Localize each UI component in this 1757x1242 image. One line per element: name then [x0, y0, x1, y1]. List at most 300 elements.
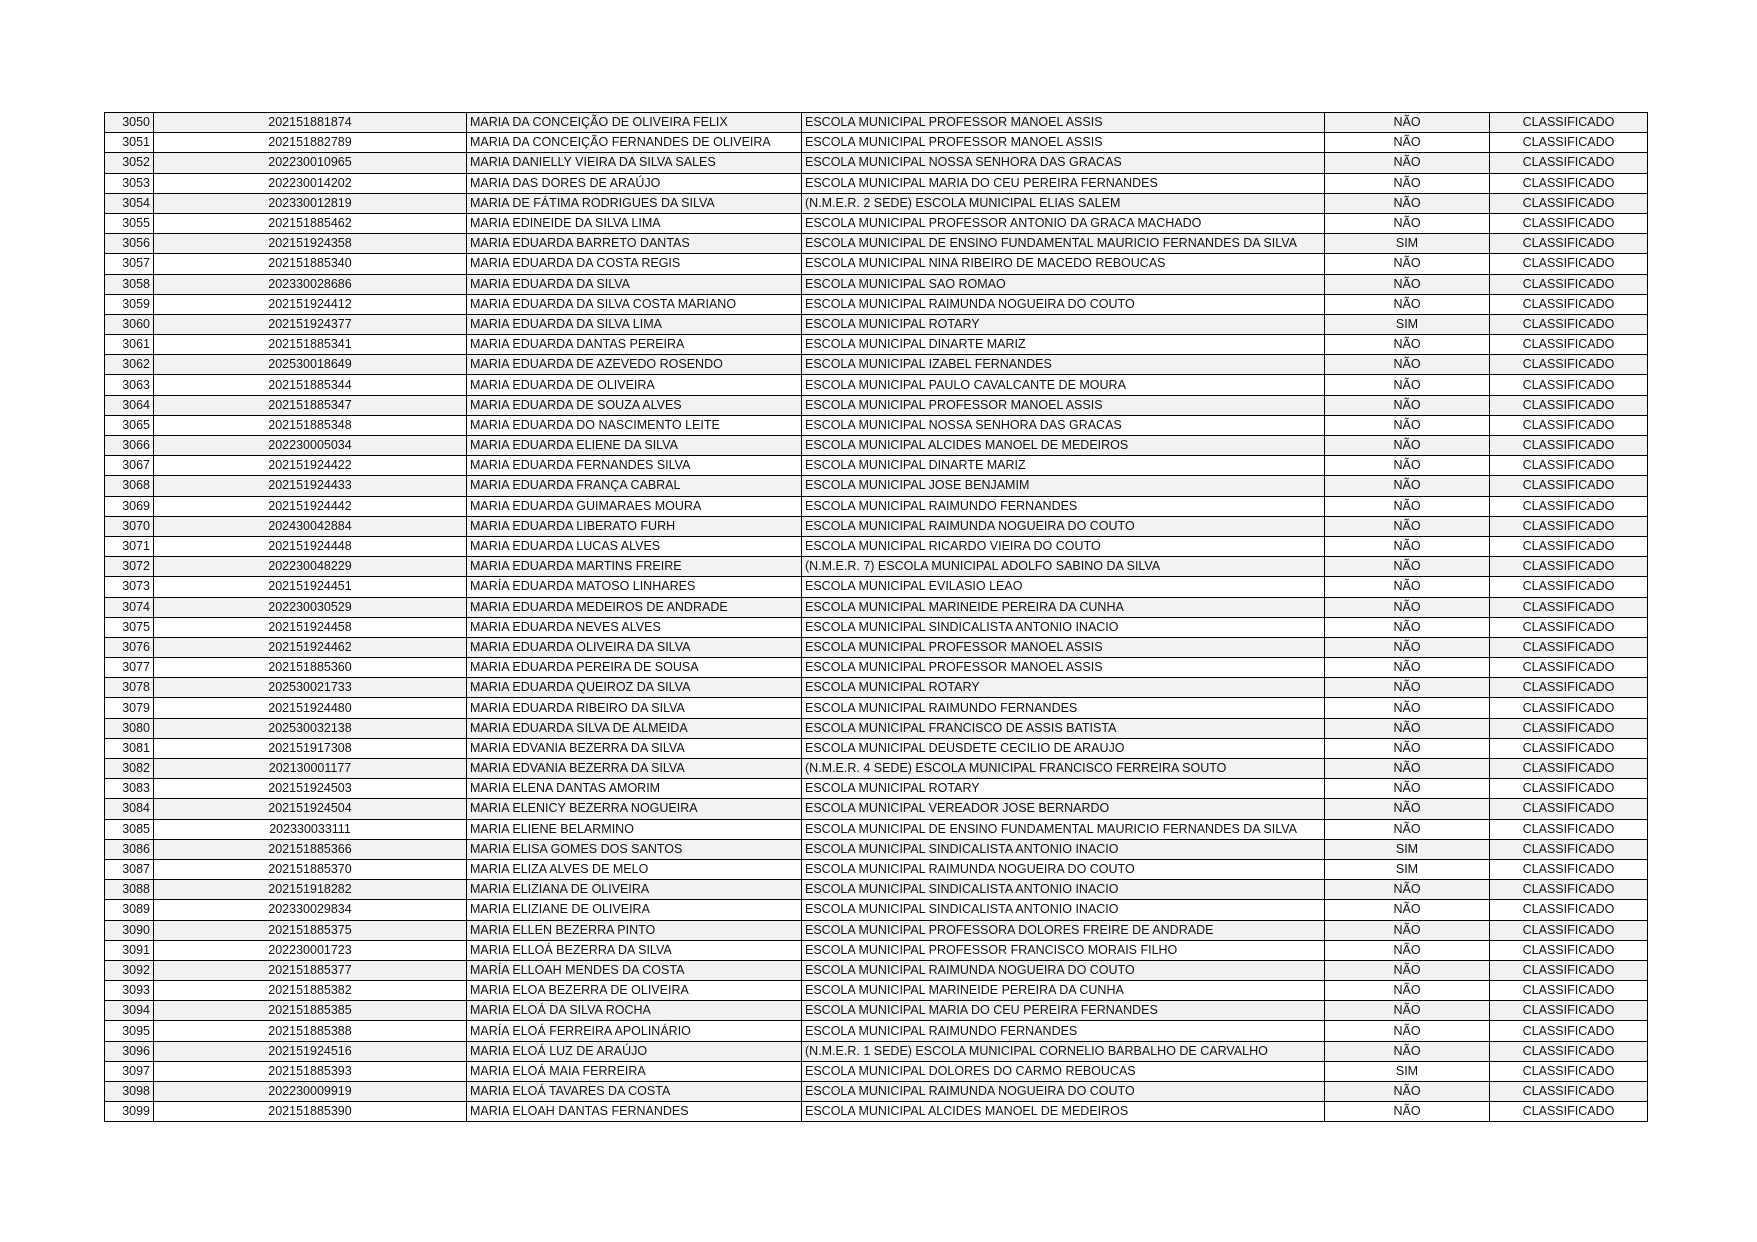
table-row	[105, 113, 1648, 133]
candidate-name-cell: MARIA EDUARDA ELIENE DA SILVA	[467, 436, 802, 456]
row-number-cell: 3064	[105, 395, 154, 415]
school-name-cell: ESCOLA MUNICIPAL NINA RIBEIRO DE MACEDO REBOUCAS	[802, 254, 1325, 274]
school-name-cell: ESCOLA MUNICIPAL PROFESSOR ANTONIO DA GRACA MACHADO	[802, 213, 1325, 233]
candidate-name-cell: MARIA ELIZA ALVES DE MELO	[467, 859, 802, 879]
registration-id-cell: 202151924503	[154, 779, 467, 799]
registration-id-cell: 202151924462	[154, 637, 467, 657]
table-row	[105, 698, 1648, 718]
flag-cell: NÃO	[1325, 173, 1490, 193]
school-name-cell: ESCOLA MUNICIPAL ROTARY	[802, 779, 1325, 799]
flag-cell: NÃO	[1325, 678, 1490, 698]
flag-cell: NÃO	[1325, 1021, 1490, 1041]
flag-cell: NÃO	[1325, 355, 1490, 375]
table-row	[105, 981, 1648, 1001]
row-number-cell: 3067	[105, 456, 154, 476]
school-name-cell: ESCOLA MUNICIPAL EVILASIO LEAO	[802, 577, 1325, 597]
status-cell: CLASSIFICADO	[1490, 274, 1648, 294]
table-row	[105, 940, 1648, 960]
registration-id-cell: 202151885385	[154, 1001, 467, 1021]
status-cell: CLASSIFICADO	[1490, 981, 1648, 1001]
table-row	[105, 234, 1648, 254]
row-number-cell: 3072	[105, 557, 154, 577]
flag-cell: SIM	[1325, 839, 1490, 859]
registration-id-cell: 202151885390	[154, 1102, 467, 1122]
school-name-cell: ESCOLA MUNICIPAL JOSE BENJAMIM	[802, 476, 1325, 496]
status-cell: CLASSIFICADO	[1490, 395, 1648, 415]
school-name-cell: ESCOLA MUNICIPAL DOLORES DO CARMO REBOUCAS	[802, 1061, 1325, 1081]
table-row	[105, 920, 1648, 940]
candidate-name-cell: MARIA DE FÁTIMA RODRIGUES DA SILVA	[467, 193, 802, 213]
status-cell: CLASSIFICADO	[1490, 476, 1648, 496]
registration-id-cell: 202151924433	[154, 476, 467, 496]
row-number-cell: 3053	[105, 173, 154, 193]
status-cell: CLASSIFICADO	[1490, 213, 1648, 233]
row-number-cell: 3062	[105, 355, 154, 375]
row-number-cell: 3080	[105, 718, 154, 738]
status-cell: CLASSIFICADO	[1490, 193, 1648, 213]
flag-cell: NÃO	[1325, 294, 1490, 314]
candidate-name-cell: MARIA DA CONCEIÇÃO DE OLIVEIRA FELIX	[467, 113, 802, 133]
candidate-name-cell: MARIA DA CONCEIÇÃO FERNANDES DE OLIVEIRA	[467, 133, 802, 153]
table-row	[105, 738, 1648, 758]
table-row	[105, 1041, 1648, 1061]
table-row	[105, 456, 1648, 476]
candidate-name-cell: MARIA EDUARDA DO NASCIMENTO LEITE	[467, 415, 802, 435]
candidate-name-cell: MARIA EDUARDA DA SILVA	[467, 274, 802, 294]
candidate-name-cell: MARIA EDINEIDE DA SILVA LIMA	[467, 213, 802, 233]
school-name-cell: ESCOLA MUNICIPAL DINARTE MARIZ	[802, 456, 1325, 476]
row-number-cell: 3096	[105, 1041, 154, 1061]
status-cell: CLASSIFICADO	[1490, 839, 1648, 859]
school-name-cell: ESCOLA MUNICIPAL PAULO CAVALCANTE DE MOURA	[802, 375, 1325, 395]
registration-id-cell: 202151924448	[154, 536, 467, 556]
registration-id-cell: 202230009919	[154, 1082, 467, 1102]
school-name-cell: ESCOLA MUNICIPAL RAIMUNDO FERNANDES	[802, 1021, 1325, 1041]
registration-id-cell: 202151924442	[154, 496, 467, 516]
table-row	[105, 1061, 1648, 1081]
candidate-name-cell: MARIA EDUARDA DA COSTA REGIS	[467, 254, 802, 274]
school-name-cell: ESCOLA MUNICIPAL RAIMUNDA NOGUEIRA DO COUTO	[802, 1082, 1325, 1102]
registration-id-cell: 202151885347	[154, 395, 467, 415]
row-number-cell: 3061	[105, 335, 154, 355]
status-cell: CLASSIFICADO	[1490, 335, 1648, 355]
row-number-cell: 3081	[105, 738, 154, 758]
school-name-cell: ESCOLA MUNICIPAL RAIMUNDO FERNANDES	[802, 698, 1325, 718]
table-row	[105, 617, 1648, 637]
flag-cell: NÃO	[1325, 637, 1490, 657]
row-number-cell: 3086	[105, 839, 154, 859]
flag-cell: NÃO	[1325, 557, 1490, 577]
school-name-cell: ESCOLA MUNICIPAL DINARTE MARIZ	[802, 335, 1325, 355]
school-name-cell: ESCOLA MUNICIPAL ROTARY	[802, 678, 1325, 698]
school-name-cell: ESCOLA MUNICIPAL PROFESSOR FRANCISCO MORAIS FILHO	[802, 940, 1325, 960]
candidate-name-cell: MARIA DAS DORES DE ARAÚJO	[467, 173, 802, 193]
school-name-cell: ESCOLA MUNICIPAL RAIMUNDA NOGUEIRA DO COUTO	[802, 859, 1325, 879]
table-row	[105, 960, 1648, 980]
candidate-name-cell: MARIA ELOÁ LUZ DE ARAÚJO	[467, 1041, 802, 1061]
flag-cell: NÃO	[1325, 658, 1490, 678]
row-number-cell: 3057	[105, 254, 154, 274]
school-name-cell: ESCOLA MUNICIPAL MARINEIDE PEREIRA DA CUNHA	[802, 597, 1325, 617]
status-cell: CLASSIFICADO	[1490, 759, 1648, 779]
registration-id-cell: 202151885341	[154, 335, 467, 355]
status-cell: CLASSIFICADO	[1490, 516, 1648, 536]
school-name-cell: ESCOLA MUNICIPAL PROFESSOR MANOEL ASSIS	[802, 637, 1325, 657]
flag-cell: NÃO	[1325, 1082, 1490, 1102]
candidate-name-cell: MARIA EDVANIA BEZERRA DA SILVA	[467, 759, 802, 779]
row-number-cell: 3087	[105, 859, 154, 879]
table-row	[105, 335, 1648, 355]
school-name-cell: ESCOLA MUNICIPAL RAIMUNDO FERNANDES	[802, 496, 1325, 516]
status-cell: CLASSIFICADO	[1490, 900, 1648, 920]
flag-cell: NÃO	[1325, 1041, 1490, 1061]
table-row	[105, 839, 1648, 859]
table-row	[105, 557, 1648, 577]
status-cell: CLASSIFICADO	[1490, 960, 1648, 980]
flag-cell: NÃO	[1325, 819, 1490, 839]
status-cell: CLASSIFICADO	[1490, 1061, 1648, 1081]
registration-id-cell: 202151924458	[154, 617, 467, 637]
registration-id-cell: 202151885360	[154, 658, 467, 678]
table-row	[105, 859, 1648, 879]
status-cell: CLASSIFICADO	[1490, 355, 1648, 375]
candidate-name-cell: MARÍA ELLOAH MENDES DA COSTA	[467, 960, 802, 980]
status-cell: CLASSIFICADO	[1490, 254, 1648, 274]
flag-cell: SIM	[1325, 859, 1490, 879]
table-row	[105, 314, 1648, 334]
table-row	[105, 254, 1648, 274]
row-number-cell: 3074	[105, 597, 154, 617]
registration-id-cell: 202230030529	[154, 597, 467, 617]
candidate-name-cell: MARIA ELIENE BELARMINO	[467, 819, 802, 839]
row-number-cell: 3078	[105, 678, 154, 698]
registration-id-cell: 202151885462	[154, 213, 467, 233]
registration-id-cell: 202230048229	[154, 557, 467, 577]
row-number-cell: 3071	[105, 536, 154, 556]
school-name-cell: ESCOLA MUNICIPAL DEUSDETE CECILIO DE ARAUJO	[802, 738, 1325, 758]
table-row	[105, 1001, 1648, 1021]
table-row	[105, 476, 1648, 496]
status-cell: CLASSIFICADO	[1490, 1021, 1648, 1041]
flag-cell: NÃO	[1325, 335, 1490, 355]
table-row	[105, 1021, 1648, 1041]
registration-id-cell: 202151924422	[154, 456, 467, 476]
registration-id-cell: 202151924412	[154, 294, 467, 314]
flag-cell: NÃO	[1325, 113, 1490, 133]
status-cell: CLASSIFICADO	[1490, 314, 1648, 334]
table-row	[105, 294, 1648, 314]
flag-cell: NÃO	[1325, 456, 1490, 476]
table-row	[105, 1082, 1648, 1102]
candidate-name-cell: MARIA EDUARDA PEREIRA DE SOUSA	[467, 658, 802, 678]
table-row	[105, 193, 1648, 213]
table-row	[105, 718, 1648, 738]
candidate-name-cell: MARIA ELISA GOMES DOS SANTOS	[467, 839, 802, 859]
row-number-cell: 3055	[105, 213, 154, 233]
table-row	[105, 213, 1648, 233]
registration-id-cell: 202530032138	[154, 718, 467, 738]
candidate-name-cell: MARIA ELOAH DANTAS FERNANDES	[467, 1102, 802, 1122]
row-number-cell: 3050	[105, 113, 154, 133]
school-name-cell: ESCOLA MUNICIPAL MARIA DO CEU PEREIRA FERNANDES	[802, 173, 1325, 193]
registration-id-cell: 202151885370	[154, 859, 467, 879]
table-row	[105, 597, 1648, 617]
table-row	[105, 900, 1648, 920]
row-number-cell: 3084	[105, 799, 154, 819]
registration-id-cell: 202130001177	[154, 759, 467, 779]
status-cell: CLASSIFICADO	[1490, 113, 1648, 133]
classification-table	[104, 112, 1648, 1122]
candidate-name-cell: MARIA EDUARDA SILVA DE ALMEIDA	[467, 718, 802, 738]
school-name-cell: ESCOLA MUNICIPAL PROFESSOR MANOEL ASSIS	[802, 658, 1325, 678]
candidate-name-cell: MARIA EDUARDA QUEIROZ DA SILVA	[467, 678, 802, 698]
candidate-name-cell: MARIA EDUARDA RIBEIRO DA SILVA	[467, 698, 802, 718]
table-row	[105, 880, 1648, 900]
flag-cell: NÃO	[1325, 536, 1490, 556]
row-number-cell: 3063	[105, 375, 154, 395]
status-cell: CLASSIFICADO	[1490, 234, 1648, 254]
status-cell: CLASSIFICADO	[1490, 557, 1648, 577]
row-number-cell: 3059	[105, 294, 154, 314]
status-cell: CLASSIFICADO	[1490, 496, 1648, 516]
status-cell: CLASSIFICADO	[1490, 718, 1648, 738]
flag-cell: NÃO	[1325, 436, 1490, 456]
candidate-name-cell: MARIA ELOÁ MAIA FERREIRA	[467, 1061, 802, 1081]
registration-id-cell: 202151924480	[154, 698, 467, 718]
table-row	[105, 779, 1648, 799]
status-cell: CLASSIFICADO	[1490, 1102, 1648, 1122]
status-cell: CLASSIFICADO	[1490, 1041, 1648, 1061]
flag-cell: NÃO	[1325, 395, 1490, 415]
flag-cell: NÃO	[1325, 193, 1490, 213]
table-row	[105, 375, 1648, 395]
flag-cell: NÃO	[1325, 274, 1490, 294]
school-name-cell: ESCOLA MUNICIPAL PROFESSORA DOLORES FREIRE DE ANDRADE	[802, 920, 1325, 940]
row-number-cell: 3076	[105, 637, 154, 657]
status-cell: CLASSIFICADO	[1490, 294, 1648, 314]
school-name-cell: ESCOLA MUNICIPAL SINDICALISTA ANTONIO INACIO	[802, 839, 1325, 859]
flag-cell: NÃO	[1325, 375, 1490, 395]
flag-cell: NÃO	[1325, 597, 1490, 617]
status-cell: CLASSIFICADO	[1490, 637, 1648, 657]
registration-id-cell: 202151882789	[154, 133, 467, 153]
table-row	[105, 577, 1648, 597]
row-number-cell: 3073	[105, 577, 154, 597]
registration-id-cell: 202330028686	[154, 274, 467, 294]
row-number-cell: 3066	[105, 436, 154, 456]
candidate-name-cell: MARIA ELENA DANTAS AMORIM	[467, 779, 802, 799]
row-number-cell: 3094	[105, 1001, 154, 1021]
row-number-cell: 3070	[105, 516, 154, 536]
school-name-cell: ESCOLA MUNICIPAL ROTARY	[802, 314, 1325, 334]
flag-cell: SIM	[1325, 314, 1490, 334]
table-row	[105, 153, 1648, 173]
school-name-cell: ESCOLA MUNICIPAL PROFESSOR MANOEL ASSIS	[802, 133, 1325, 153]
table-row	[105, 395, 1648, 415]
candidate-name-cell: MARIA EDUARDA LIBERATO FURH	[467, 516, 802, 536]
flag-cell: NÃO	[1325, 133, 1490, 153]
status-cell: CLASSIFICADO	[1490, 375, 1648, 395]
flag-cell: NÃO	[1325, 476, 1490, 496]
candidate-name-cell: MARIA EDUARDA NEVES ALVES	[467, 617, 802, 637]
candidate-name-cell: MARIA ELIZIANE DE OLIVEIRA	[467, 900, 802, 920]
candidate-name-cell: MARIA EDUARDA GUIMARAES MOURA	[467, 496, 802, 516]
registration-id-cell: 202151885366	[154, 839, 467, 859]
registration-id-cell: 202330033111	[154, 819, 467, 839]
table-row	[105, 133, 1648, 153]
status-cell: CLASSIFICADO	[1490, 658, 1648, 678]
candidate-name-cell: MARIA EDUARDA DANTAS PEREIRA	[467, 335, 802, 355]
flag-cell: NÃO	[1325, 617, 1490, 637]
school-name-cell: ESCOLA MUNICIPAL VEREADOR JOSE BERNARDO	[802, 799, 1325, 819]
status-cell: CLASSIFICADO	[1490, 920, 1648, 940]
registration-id-cell: 202151885340	[154, 254, 467, 274]
flag-cell: NÃO	[1325, 415, 1490, 435]
school-name-cell: ESCOLA MUNICIPAL PROFESSOR MANOEL ASSIS	[802, 395, 1325, 415]
row-number-cell: 3065	[105, 415, 154, 435]
registration-id-cell: 202151881874	[154, 113, 467, 133]
flag-cell: NÃO	[1325, 759, 1490, 779]
status-cell: CLASSIFICADO	[1490, 617, 1648, 637]
school-name-cell: ESCOLA MUNICIPAL ALCIDES MANOEL DE MEDEIROS	[802, 436, 1325, 456]
status-cell: CLASSIFICADO	[1490, 577, 1648, 597]
candidate-name-cell: MARIA ELENICY BEZERRA NOGUEIRA	[467, 799, 802, 819]
candidate-name-cell: MARIA ELOA BEZERRA DE OLIVEIRA	[467, 981, 802, 1001]
registration-id-cell: 202230001723	[154, 940, 467, 960]
table-body	[105, 113, 1648, 1122]
row-number-cell: 3092	[105, 960, 154, 980]
status-cell: CLASSIFICADO	[1490, 133, 1648, 153]
school-name-cell: ESCOLA MUNICIPAL MARIA DO CEU PEREIRA FERNANDES	[802, 1001, 1325, 1021]
candidate-name-cell: MARIA ELLOÁ BEZERRA DA SILVA	[467, 940, 802, 960]
flag-cell: NÃO	[1325, 779, 1490, 799]
row-number-cell: 3089	[105, 900, 154, 920]
flag-cell: NÃO	[1325, 940, 1490, 960]
school-name-cell: ESCOLA MUNICIPAL DE ENSINO FUNDAMENTAL MAURICIO FERNANDES DA SILVA	[802, 819, 1325, 839]
row-number-cell: 3082	[105, 759, 154, 779]
table-row	[105, 415, 1648, 435]
school-name-cell: (N.M.E.R. 1 SEDE) ESCOLA MUNICIPAL CORNELIO BARBALHO DE CARVALHO	[802, 1041, 1325, 1061]
status-cell: CLASSIFICADO	[1490, 597, 1648, 617]
candidate-name-cell: MARIA EDUARDA DA SILVA COSTA MARIANO	[467, 294, 802, 314]
school-name-cell: ESCOLA MUNICIPAL SINDICALISTA ANTONIO INACIO	[802, 617, 1325, 637]
row-number-cell: 3056	[105, 234, 154, 254]
table-row	[105, 799, 1648, 819]
row-number-cell: 3068	[105, 476, 154, 496]
status-cell: CLASSIFICADO	[1490, 678, 1648, 698]
flag-cell: NÃO	[1325, 738, 1490, 758]
school-name-cell: ESCOLA MUNICIPAL SINDICALISTA ANTONIO INACIO	[802, 880, 1325, 900]
row-number-cell: 3097	[105, 1061, 154, 1081]
table-row	[105, 819, 1648, 839]
status-cell: CLASSIFICADO	[1490, 698, 1648, 718]
candidate-name-cell: MARIA EDUARDA DA SILVA LIMA	[467, 314, 802, 334]
school-name-cell: ESCOLA MUNICIPAL IZABEL FERNANDES	[802, 355, 1325, 375]
flag-cell: NÃO	[1325, 698, 1490, 718]
candidate-name-cell: MARIA EDUARDA MEDEIROS DE ANDRADE	[467, 597, 802, 617]
table-row	[105, 173, 1648, 193]
flag-cell: NÃO	[1325, 981, 1490, 1001]
school-name-cell: ESCOLA MUNICIPAL NOSSA SENHORA DAS GRACAS	[802, 415, 1325, 435]
status-cell: CLASSIFICADO	[1490, 880, 1648, 900]
school-name-cell: ESCOLA MUNICIPAL RAIMUNDA NOGUEIRA DO COUTO	[802, 516, 1325, 536]
school-name-cell: ESCOLA MUNICIPAL FRANCISCO DE ASSIS BATISTA	[802, 718, 1325, 738]
flag-cell: NÃO	[1325, 153, 1490, 173]
table-row	[105, 1102, 1648, 1122]
registration-id-cell: 202151917308	[154, 738, 467, 758]
school-name-cell: (N.M.E.R. 4 SEDE) ESCOLA MUNICIPAL FRANCISCO FERREIRA SOUTO	[802, 759, 1325, 779]
table-row	[105, 658, 1648, 678]
candidate-name-cell: MARIA EDUARDA DE OLIVEIRA	[467, 375, 802, 395]
row-number-cell: 3051	[105, 133, 154, 153]
flag-cell: NÃO	[1325, 799, 1490, 819]
school-name-cell: ESCOLA MUNICIPAL ALCIDES MANOEL DE MEDEIROS	[802, 1102, 1325, 1122]
flag-cell: NÃO	[1325, 577, 1490, 597]
row-number-cell: 3069	[105, 496, 154, 516]
row-number-cell: 3085	[105, 819, 154, 839]
flag-cell: NÃO	[1325, 718, 1490, 738]
registration-id-cell: 202151924516	[154, 1041, 467, 1061]
registration-id-cell: 202151885393	[154, 1061, 467, 1081]
registration-id-cell: 202530018649	[154, 355, 467, 375]
flag-cell: NÃO	[1325, 1102, 1490, 1122]
candidate-name-cell: MARIA ELOÁ TAVARES DA COSTA	[467, 1082, 802, 1102]
registration-id-cell: 202151885348	[154, 415, 467, 435]
table-row	[105, 516, 1648, 536]
row-number-cell: 3054	[105, 193, 154, 213]
candidate-name-cell: MARIA ELOÁ DA SILVA ROCHA	[467, 1001, 802, 1021]
row-number-cell: 3095	[105, 1021, 154, 1041]
candidate-name-cell: MARIA EDUARDA MARTINS FREIRE	[467, 557, 802, 577]
row-number-cell: 3058	[105, 274, 154, 294]
row-number-cell: 3077	[105, 658, 154, 678]
candidate-name-cell: MARIA EDUARDA LUCAS ALVES	[467, 536, 802, 556]
registration-id-cell: 202151885377	[154, 960, 467, 980]
flag-cell: NÃO	[1325, 516, 1490, 536]
flag-cell: NÃO	[1325, 496, 1490, 516]
flag-cell: NÃO	[1325, 254, 1490, 274]
candidate-name-cell: MARIA ELLEN BEZERRA PINTO	[467, 920, 802, 940]
row-number-cell: 3098	[105, 1082, 154, 1102]
row-number-cell: 3060	[105, 314, 154, 334]
status-cell: CLASSIFICADO	[1490, 1001, 1648, 1021]
status-cell: CLASSIFICADO	[1490, 1082, 1648, 1102]
candidate-name-cell: MARIA EDUARDA FERNANDES SILVA	[467, 456, 802, 476]
status-cell: CLASSIFICADO	[1490, 819, 1648, 839]
candidate-name-cell: MARIA EDUARDA DE AZEVEDO ROSENDO	[467, 355, 802, 375]
status-cell: CLASSIFICADO	[1490, 859, 1648, 879]
registration-id-cell: 202151924377	[154, 314, 467, 334]
registration-id-cell: 202151924451	[154, 577, 467, 597]
row-number-cell: 3083	[105, 779, 154, 799]
school-name-cell: ESCOLA MUNICIPAL SAO ROMAO	[802, 274, 1325, 294]
row-number-cell: 3099	[105, 1102, 154, 1122]
registration-id-cell: 202151924358	[154, 234, 467, 254]
table-row	[105, 436, 1648, 456]
flag-cell: NÃO	[1325, 880, 1490, 900]
registration-id-cell: 202151885344	[154, 375, 467, 395]
registration-id-cell: 202530021733	[154, 678, 467, 698]
status-cell: CLASSIFICADO	[1490, 940, 1648, 960]
registration-id-cell: 202151885388	[154, 1021, 467, 1041]
row-number-cell: 3075	[105, 617, 154, 637]
school-name-cell: ESCOLA MUNICIPAL DE ENSINO FUNDAMENTAL MAURICIO FERNANDES DA SILVA	[802, 234, 1325, 254]
candidate-name-cell: MARIA EDUARDA OLIVEIRA DA SILVA	[467, 637, 802, 657]
flag-cell: NÃO	[1325, 1001, 1490, 1021]
school-name-cell: ESCOLA MUNICIPAL RAIMUNDA NOGUEIRA DO COUTO	[802, 960, 1325, 980]
registration-id-cell: 202151918282	[154, 880, 467, 900]
registration-id-cell: 202230005034	[154, 436, 467, 456]
